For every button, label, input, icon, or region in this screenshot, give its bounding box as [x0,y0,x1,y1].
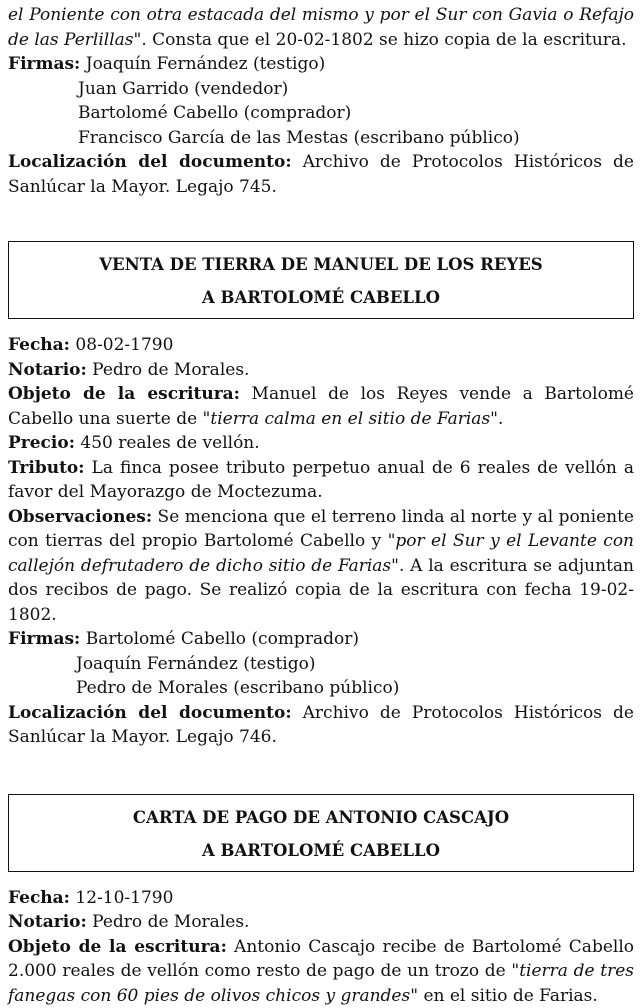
doc1-fecha-label: Fecha: [8,335,70,355]
doc2-fecha [8,886,634,911]
doc2-notario [8,910,634,935]
prev-firmas [8,52,634,77]
doc1-firma-3: Pedro de Morales (escribano público) [8,676,634,701]
doc1-firma-2: Joaquín Fernández (testigo) [8,652,634,677]
prev-objeto-italic: el Poniente con otra estacada del mismo y por el Sur con Gavia o Refajo de las Perlillas" [8,5,634,50]
doc1-notario [8,358,634,383]
doc2-title-line1: CARTA DE PAGO DE ANTONIO CASCAJO [9,801,633,834]
prev-loc-label: Localización del documento: [8,152,292,172]
doc1-obs-b: . A la escritura se adjuntan dos recibos de pago. Se realizó copia de la escritura con fecha 19-02-1802. [8,556,634,625]
doc1-tributo-value: La finca posee tributo perpetuo anual de 6 reales de vellón a favor del Mayorazgo de Moctezuma. [8,458,634,503]
doc1-observaciones [8,505,634,628]
doc1-precio-label: Precio: [8,433,75,453]
prev-firma-4: Francisco García de las Mestas (escribano público) [8,126,634,151]
document-page [8,3,634,1008]
doc1-notario-value: Pedro de Morales. [87,360,250,380]
prev-firma-3: Bartolomé Cabello (comprador) [8,101,634,126]
doc1-fecha [8,333,634,358]
doc1-title-line2: A BARTOLOMÉ CABELLO [9,281,633,314]
doc1-precio [8,431,634,456]
doc1-objeto-label: Objeto de la escritura: [8,384,240,404]
doc2-notario-value: Pedro de Morales. [87,912,250,932]
prev-firma-2: Juan Garrido (vendedor) [8,77,634,102]
prev-firma-1: Joaquín Fernández (testigo) [86,54,325,74]
doc2-fecha-value: 12-10-1790 [70,888,173,908]
prev-objeto [8,3,634,52]
doc1-objeto-b: . [498,409,503,429]
doc1-obs-a: Se menciona que el terreno linda al norte y al poniente con tierras del propio Bartolomé Cabello y [8,507,634,552]
doc1-objeto-italic: "tierra calma en el sitio de Farias" [203,409,498,429]
doc1-fecha-value: 08-02-1790 [70,335,173,355]
doc1-title-line1: VENTA DE TIERRA DE MANUEL DE LOS REYES [9,248,633,281]
doc2-fecha-label: Fecha: [8,888,70,908]
doc1-loc-label: Localización del documento: [8,703,292,723]
doc2-objeto-a: Antonio Cascajo recibe de Bartolomé Cabello 2.000 reales de vellón como resto de pago de un trozo de [8,937,634,982]
doc1-firmas [8,627,634,652]
doc2-objeto-label: Objeto de la escritura: [8,937,227,957]
prev-objeto-tail: . Consta que el 20-02-1802 se hizo copia de la escritura. [141,30,626,50]
doc2-notario-label: Notario: [8,912,87,932]
doc1-localizacion [8,701,634,750]
doc1-firma-1: Bartolomé Cabello (comprador) [86,629,359,649]
prev-firmas-label: Firmas: [8,54,80,74]
doc1-objeto [8,382,634,431]
doc1-tributo-label: Tributo: [8,458,85,478]
doc2-title-line2: A BARTOLOMÉ CABELLO [9,834,633,867]
doc2-title-box [8,794,634,872]
prev-loc-value: Archivo de Protocolos Históricos de Sanlúcar la Mayor. Legajo 745. [8,152,634,197]
prev-localizacion [8,150,634,199]
doc2-objeto-b: en el sitio de Farias. [418,986,598,1006]
doc2-objeto-italic: "tierra de tres fanegas con 60 pies de olivos chicos y grandes" [8,961,634,1006]
doc1-obs-label: Observaciones: [8,507,152,527]
doc1-notario-label: Notario: [8,360,87,380]
doc1-objeto-a: Manuel de los Reyes vende a Bartolomé Cabello una suerte de [8,384,634,429]
doc2-objeto [8,935,634,1008]
doc1-obs-italic: "por el Sur y el Levante con callejón defrutadero de dicho sitio de Farias" [8,531,634,576]
doc1-tributo [8,456,634,505]
doc1-title-box [8,241,634,319]
doc1-precio-value: 450 reales de vellón. [75,433,260,453]
doc1-firmas-label: Firmas: [8,629,80,649]
doc1-loc-value: Archivo de Protocolos Históricos de Sanlúcar la Mayor. Legajo 746. [8,703,634,748]
